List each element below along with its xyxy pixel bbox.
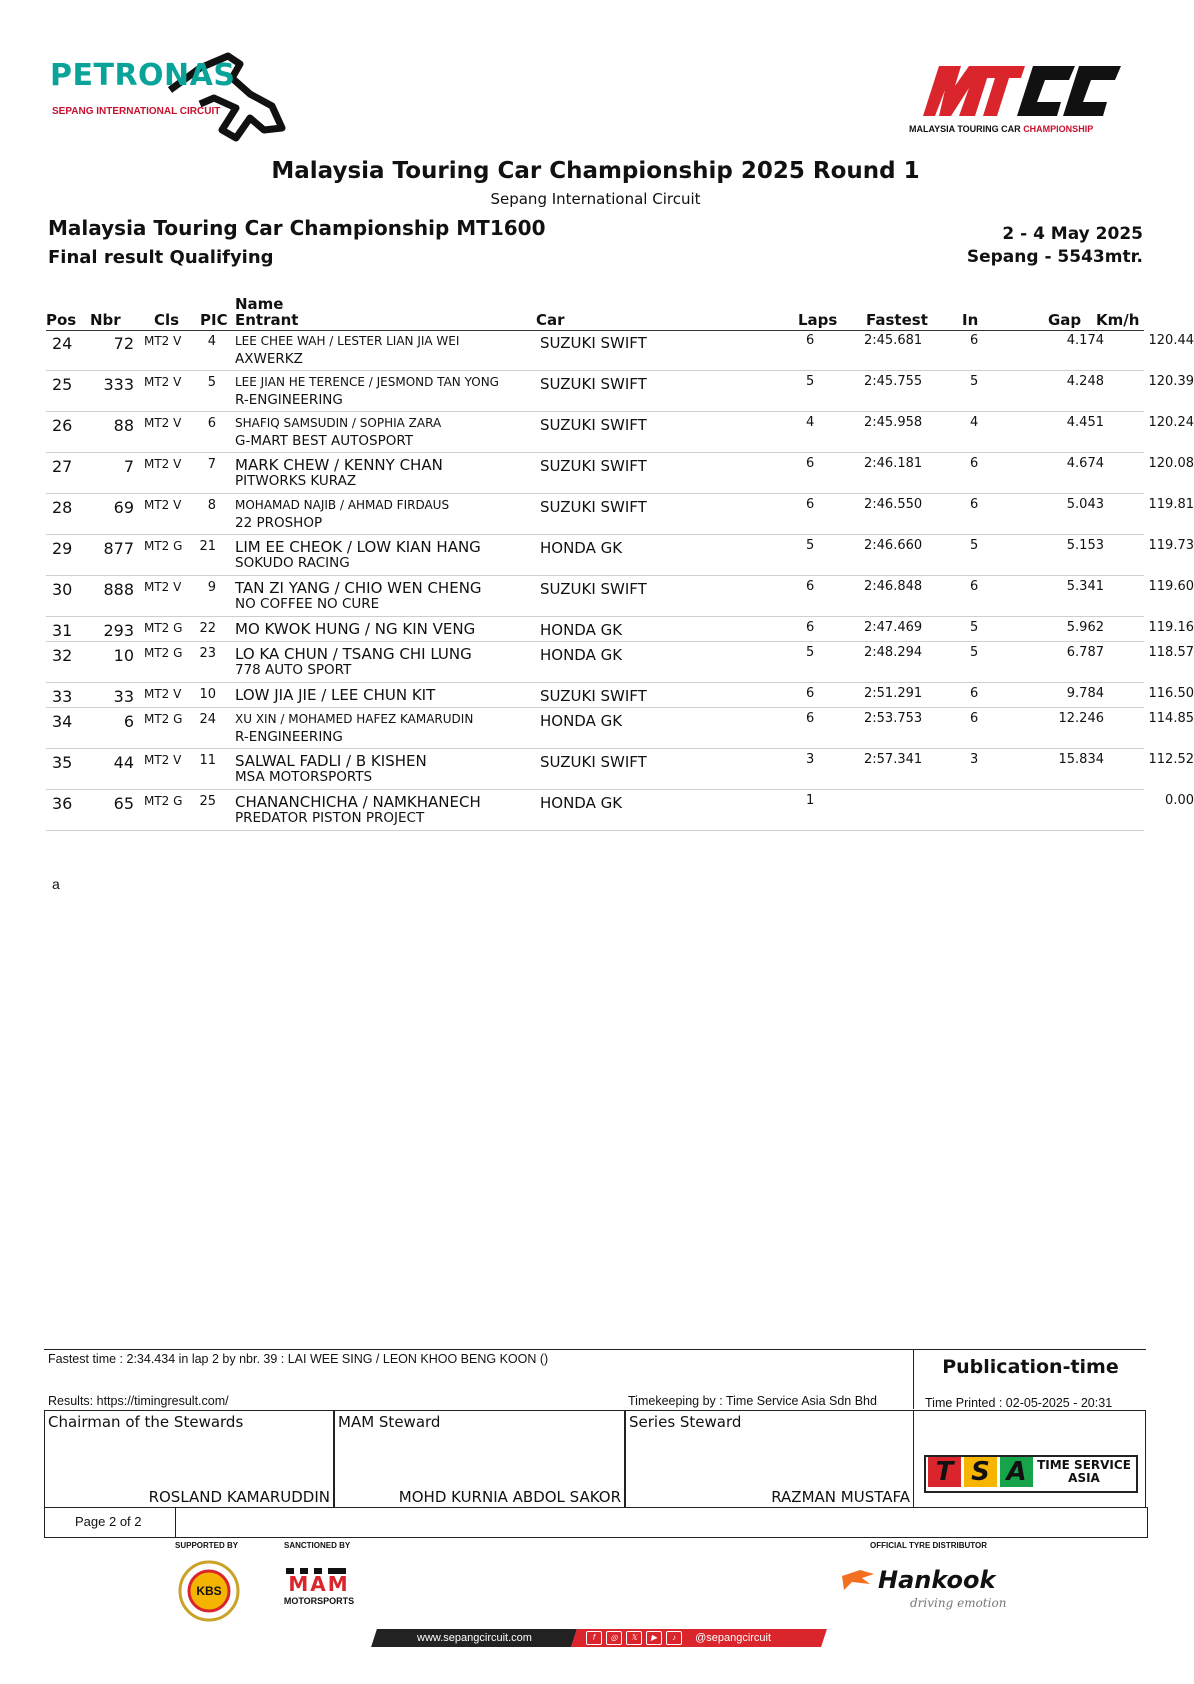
circuit-name-small: SEPANG INTERNATIONAL CIRCUIT xyxy=(52,106,221,117)
publication-title: Publication-time xyxy=(942,1356,1119,1378)
cell-fastest: 2:46.550 xyxy=(864,497,923,512)
cell-fastest: 2:57.341 xyxy=(864,752,923,767)
page-number: Page 2 of 2 xyxy=(75,1514,142,1529)
cell-in-lap: 5 xyxy=(970,538,979,553)
cell-in-lap: 6 xyxy=(970,333,979,348)
table-row xyxy=(46,371,1194,412)
cell-car: SUZUKI SWIFT xyxy=(540,580,647,598)
cell-pic: 6 xyxy=(207,416,216,431)
note-text: a xyxy=(52,876,60,892)
cell-kmh: 120.08 xyxy=(1148,456,1194,471)
hankook-wing-icon xyxy=(840,1566,876,1594)
cell-gap: 4.174 xyxy=(1066,333,1104,348)
col-cls: Cls xyxy=(154,311,180,329)
cell-nbr: 877 xyxy=(103,539,134,558)
cell-nbr: 888 xyxy=(103,580,134,599)
cell-in-lap: 6 xyxy=(970,456,979,471)
steward-box-series xyxy=(625,1410,914,1508)
cell-nbr: 6 xyxy=(123,712,134,731)
cell-pic: 25 xyxy=(199,794,216,809)
tsa-wordmark: TIME SERVICE ASIA xyxy=(1037,1458,1131,1485)
cell-in-lap: 6 xyxy=(970,711,979,726)
page-bar xyxy=(44,1507,1148,1538)
cell-fastest: 2:53.753 xyxy=(864,711,923,726)
hankook-wordmark: Hankook xyxy=(878,1566,996,1594)
cell-driver-names: LIM EE CHEOK / LOW KIAN HANG xyxy=(235,538,481,556)
cell-car: SUZUKI SWIFT xyxy=(540,753,647,771)
cell-gap: 5.153 xyxy=(1066,538,1104,553)
col-car: Car xyxy=(536,311,565,329)
mtcc-logo xyxy=(905,58,1125,138)
cell-in-lap: 6 xyxy=(970,497,979,512)
cell-pic: 7 xyxy=(207,457,216,472)
col-kmh: Km/h xyxy=(1096,311,1140,329)
cell-fastest: 2:51.291 xyxy=(864,686,923,701)
cell-car: HONDA GK xyxy=(540,621,623,639)
cell-in-lap: 5 xyxy=(970,645,979,660)
cell-entrant: PREDATOR PISTON PROJECT xyxy=(235,810,425,826)
cell-in-lap: 5 xyxy=(970,374,979,389)
cell-driver-names: MARK CHEW / KENNY CHAN xyxy=(235,456,443,474)
cell-gap: 4.674 xyxy=(1066,456,1104,471)
cell-pic: 5 xyxy=(207,375,216,390)
cell-pos: 25 xyxy=(52,375,73,394)
cell-fastest: 2:48.294 xyxy=(864,645,923,660)
timekeeping-line: Timekeeping by : Time Service Asia Sdn Bhd xyxy=(628,1394,877,1408)
cell-fastest: 2:47.469 xyxy=(864,620,923,635)
cell-nbr: 44 xyxy=(113,753,134,772)
cell-driver-names: MO KWOK HUNG / NG KIN VENG xyxy=(235,620,476,638)
tsa-letter-a: A xyxy=(1000,1457,1033,1487)
steward-name: MOHD KURNIA ABDOL SAKOR xyxy=(398,1488,621,1506)
cell-nbr: 333 xyxy=(103,375,134,394)
cell-class: MT2 V xyxy=(144,334,182,348)
cell-car: HONDA GK xyxy=(540,794,623,812)
cell-kmh: 119.73 xyxy=(1148,538,1194,553)
cell-car: HONDA GK xyxy=(540,539,623,557)
cell-laps: 5 xyxy=(806,374,815,389)
table-row xyxy=(46,494,1194,535)
x-icon[interactable]: 𝕏 xyxy=(626,1631,642,1645)
supported-by-label: SUPPORTED BY xyxy=(175,1541,239,1550)
cell-fastest: 2:45.755 xyxy=(864,374,923,389)
cell-gap: 15.834 xyxy=(1058,752,1104,767)
cell-pos: 32 xyxy=(52,646,73,665)
cell-pic: 22 xyxy=(199,621,216,636)
instagram-icon[interactable]: ◎ xyxy=(606,1631,622,1645)
cell-gap: 6.787 xyxy=(1066,645,1104,660)
cell-laps: 3 xyxy=(806,752,815,767)
mtcc-mark-icon xyxy=(905,58,1125,120)
hankook-logo xyxy=(840,1566,1020,1616)
results-url[interactable]: Results: https://timingresult.com/ xyxy=(48,1394,229,1408)
cell-entrant: AXWERKZ xyxy=(235,351,303,367)
col-fastest: Fastest xyxy=(866,311,928,329)
event-title: Malaysia Touring Car Championship 2025 Round 1 xyxy=(271,158,920,184)
petronas-sepang-logo xyxy=(50,48,310,158)
cell-class: MT2 G xyxy=(144,539,183,553)
results-table-header xyxy=(46,292,1144,331)
cell-driver-names: CHANANCHICHA / NAMKHANECH xyxy=(235,793,481,811)
cell-car: SUZUKI SWIFT xyxy=(540,375,647,393)
cell-nbr: 69 xyxy=(113,498,134,517)
kbs-logo xyxy=(178,1560,240,1622)
cell-entrant: PITWORKS KURAZ xyxy=(235,473,357,489)
cell-pos: 33 xyxy=(52,687,73,706)
cell-class: MT2 G xyxy=(144,646,183,660)
cell-kmh: 120.39 xyxy=(1148,374,1194,389)
social-handle[interactable]: @sepangcircuit xyxy=(695,1632,772,1644)
steward-name: RAZMAN MUSTAFA xyxy=(771,1488,910,1506)
cell-class: MT2 V xyxy=(144,580,182,594)
cell-in-lap: 3 xyxy=(970,752,979,767)
tsa-letter-t: T xyxy=(928,1457,961,1487)
table-row xyxy=(46,535,1194,576)
cell-nbr: 88 xyxy=(113,416,134,435)
youtube-icon[interactable]: ▶ xyxy=(646,1631,662,1645)
cell-entrant: NO COFFEE NO CURE xyxy=(235,596,380,612)
cell-laps: 1 xyxy=(806,793,815,808)
mam-motorsports-logo xyxy=(264,1568,374,1610)
cell-driver-names: LEE JIAN HE TERENCE / JESMOND TAN YONG xyxy=(235,375,499,389)
cell-nbr: 10 xyxy=(113,646,134,665)
session-title: Final result Qualifying xyxy=(48,247,274,268)
cell-gap: 4.248 xyxy=(1066,374,1104,389)
hankook-tagline: driving emotion xyxy=(910,1596,1007,1610)
col-name: Name xyxy=(235,295,284,313)
cell-kmh: 120.44 xyxy=(1148,333,1194,348)
col-pos: Pos xyxy=(46,311,77,329)
cell-pic: 8 xyxy=(207,498,216,513)
cell-in-lap: 5 xyxy=(970,620,979,635)
cell-pic: 4 xyxy=(207,334,216,349)
mam-wordmark: MAM xyxy=(288,1572,350,1596)
website-link[interactable]: www.sepangcircuit.com xyxy=(371,1629,577,1647)
table-row xyxy=(46,790,1194,831)
results-table-body xyxy=(46,330,1194,831)
cell-driver-names: SALWAL FADLI / B KISHEN xyxy=(235,752,427,770)
cell-pic: 10 xyxy=(199,687,216,702)
cell-gap: 4.451 xyxy=(1066,415,1104,430)
fastest-time-line: Fastest time : 2:34.434 in lap 2 by nbr. 39 : LAI WEE SING / LEON KHOO BENG KOON () xyxy=(48,1352,549,1366)
cell-driver-names: LEE CHEE WAH / LESTER LIAN JIA WEI xyxy=(235,334,460,348)
table-row xyxy=(46,708,1194,749)
steward-box-chairman xyxy=(44,1410,334,1508)
table-row xyxy=(46,412,1194,453)
steward-name: ROSLAND KAMARUDDIN xyxy=(148,1488,330,1506)
cell-pos: 31 xyxy=(52,621,73,640)
cell-gap: 12.246 xyxy=(1058,711,1104,726)
col-pic: PIC xyxy=(200,311,228,329)
track-length: Sepang - 5543mtr. xyxy=(966,247,1143,267)
cell-pos: 36 xyxy=(52,794,73,813)
cell-car: HONDA GK xyxy=(540,646,623,664)
table-row xyxy=(46,617,1194,642)
cell-entrant: MSA MOTORSPORTS xyxy=(235,769,373,785)
cell-kmh: 114.85 xyxy=(1148,711,1194,726)
cell-in-lap: 6 xyxy=(970,579,979,594)
cell-car: SUZUKI SWIFT xyxy=(540,687,647,705)
cell-kmh: 120.24 xyxy=(1148,415,1194,430)
cell-entrant: 22 PROSHOP xyxy=(235,515,323,531)
cell-kmh: 119.16 xyxy=(1148,620,1194,635)
class-title: Malaysia Touring Car Championship MT1600 xyxy=(48,216,546,240)
cell-kmh: 119.60 xyxy=(1148,579,1194,594)
col-laps: Laps xyxy=(798,311,838,329)
cell-pic: 11 xyxy=(199,753,216,768)
cell-laps: 6 xyxy=(806,456,815,471)
steward-box-mam xyxy=(334,1410,625,1508)
cell-pos: 26 xyxy=(52,416,73,435)
website-social-bar xyxy=(374,1629,824,1647)
sanctioned-by-label: SANCTIONED BY xyxy=(284,1541,351,1550)
cell-nbr: 72 xyxy=(113,334,134,353)
tsa-logo xyxy=(924,1455,1134,1491)
cell-class: MT2 V xyxy=(144,687,182,701)
cell-driver-names: MOHAMAD NAJIB / AHMAD FIRDAUS xyxy=(235,498,450,512)
cell-kmh: 112.52 xyxy=(1148,752,1194,767)
cell-pic: 21 xyxy=(199,539,216,554)
cell-fastest: 2:45.681 xyxy=(864,333,923,348)
cell-pic: 9 xyxy=(207,580,216,595)
cell-pic: 23 xyxy=(199,646,216,661)
cell-car: SUZUKI SWIFT xyxy=(540,416,647,434)
cell-entrant: R-ENGINEERING xyxy=(235,729,343,745)
table-row xyxy=(46,642,1194,683)
cell-pos: 28 xyxy=(52,498,73,517)
cell-driver-names: XU XIN / MOHAMED HAFEZ KAMARUDIN xyxy=(235,712,474,726)
cell-car: SUZUKI SWIFT xyxy=(540,498,647,516)
cell-driver-names: SHAFIQ SAMSUDIN / SOPHIA ZARA xyxy=(235,416,442,430)
table-row xyxy=(46,749,1194,790)
cell-entrant: G-MART BEST AUTOSPORT xyxy=(235,433,414,449)
cell-class: MT2 G xyxy=(144,712,183,726)
steward-role: Chairman of the Stewards xyxy=(48,1413,244,1431)
cell-class: MT2 V xyxy=(144,375,182,389)
col-nbr: Nbr xyxy=(90,311,121,329)
cell-pic: 24 xyxy=(199,712,216,727)
event-date: 2 - 4 May 2025 xyxy=(1002,224,1143,244)
cell-entrant: SOKUDO RACING xyxy=(235,555,350,571)
mtcc-wordmark: MALAYSIA TOURING CAR CHAMPIONSHIP xyxy=(909,124,1094,134)
col-entrant: Entrant xyxy=(235,311,299,329)
cell-car: SUZUKI SWIFT xyxy=(540,457,647,475)
cell-kmh: 118.57 xyxy=(1148,645,1194,660)
cell-fastest: 2:46.181 xyxy=(864,456,923,471)
steward-role: MAM Steward xyxy=(338,1413,441,1431)
table-row xyxy=(46,330,1194,371)
cell-class: MT2 V xyxy=(144,416,182,430)
cell-class: MT2 V xyxy=(144,457,182,471)
table-row xyxy=(46,453,1194,494)
cell-nbr: 293 xyxy=(103,621,134,640)
cell-entrant: R-ENGINEERING xyxy=(235,392,343,408)
cell-pos: 24 xyxy=(52,334,73,353)
cell-car: HONDA GK xyxy=(540,712,623,730)
table-row xyxy=(46,576,1194,617)
cell-fastest: 2:46.660 xyxy=(864,538,923,553)
cell-nbr: 33 xyxy=(113,687,134,706)
tiktok-icon[interactable]: ♪ xyxy=(666,1631,682,1645)
col-gap: Gap xyxy=(1048,311,1082,329)
cell-pos: 27 xyxy=(52,457,73,476)
tsa-letter-s: S xyxy=(964,1457,997,1487)
mam-subtext: MOTORSPORTS xyxy=(283,1596,355,1606)
cell-class: MT2 G xyxy=(144,621,183,635)
cell-pos: 30 xyxy=(52,580,73,599)
cell-driver-names: LOW JIA JIE / LEE CHUN KIT xyxy=(235,686,436,704)
cell-car: SUZUKI SWIFT xyxy=(540,334,647,352)
cell-gap: 9.784 xyxy=(1066,686,1104,701)
facebook-icon[interactable]: f xyxy=(586,1631,602,1645)
cell-laps: 4 xyxy=(806,415,815,430)
cell-laps: 6 xyxy=(806,620,815,635)
venue-name: Sepang International Circuit xyxy=(490,190,701,208)
time-printed: Time Printed : 02-05-2025 - 20:31 xyxy=(925,1396,1113,1410)
cell-pos: 29 xyxy=(52,539,73,558)
cell-class: MT2 G xyxy=(144,794,183,808)
cell-nbr: 7 xyxy=(123,457,134,476)
cell-gap: 5.962 xyxy=(1066,620,1104,635)
cell-kmh: 0.00 xyxy=(1165,793,1194,808)
tyre-distributor-label: OFFICIAL TYRE DISTRIBUTOR xyxy=(870,1541,988,1550)
cell-driver-names: TAN ZI YANG / CHIO WEN CHENG xyxy=(235,579,482,597)
cell-laps: 6 xyxy=(806,711,815,726)
steward-role: Series Steward xyxy=(629,1413,742,1431)
cell-laps: 6 xyxy=(806,579,815,594)
cell-driver-names: LO KA CHUN / TSANG CHI LUNG xyxy=(235,645,472,663)
cell-fastest: 2:46.848 xyxy=(864,579,923,594)
cell-laps: 5 xyxy=(806,538,815,553)
cell-gap: 5.043 xyxy=(1066,497,1104,512)
cell-in-lap: 6 xyxy=(970,686,979,701)
cell-pos: 35 xyxy=(52,753,73,772)
cell-laps: 6 xyxy=(806,497,815,512)
cell-kmh: 119.81 xyxy=(1148,497,1194,512)
cell-kmh: 116.50 xyxy=(1148,686,1194,701)
cell-entrant: 778 AUTO SPORT xyxy=(235,662,352,678)
social-strip xyxy=(571,1629,827,1647)
cell-pos: 34 xyxy=(52,712,73,731)
cell-in-lap: 4 xyxy=(970,415,979,430)
cell-gap: 5.341 xyxy=(1066,579,1104,594)
cell-fastest: 2:45.958 xyxy=(864,415,923,430)
col-in: In xyxy=(962,311,979,329)
cell-laps: 6 xyxy=(806,686,815,701)
cell-laps: 6 xyxy=(806,333,815,348)
cell-class: MT2 V xyxy=(144,498,182,512)
cell-nbr: 65 xyxy=(113,794,134,813)
cell-laps: 5 xyxy=(806,645,815,660)
petronas-wordmark: PETRONAS xyxy=(50,58,236,93)
table-row xyxy=(46,683,1194,708)
cell-class: MT2 V xyxy=(144,753,182,767)
kbs-wordmark: KBS xyxy=(196,1584,222,1598)
